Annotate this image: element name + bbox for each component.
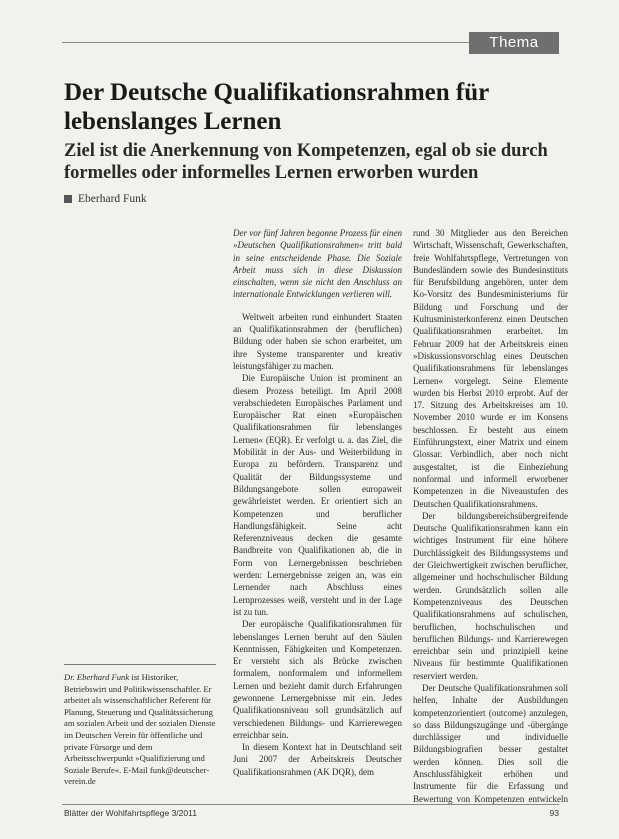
author-bio <box>64 672 216 788</box>
author-bio-name: Dr. Eberhard Funk <box>64 672 130 682</box>
author-name: Eberhard Funk <box>78 193 147 205</box>
footer-rule <box>62 804 559 805</box>
author-line <box>64 192 147 206</box>
page-number: 93 <box>549 808 559 818</box>
paragraph: Der europäische Qualifikationsrahmen für lebenslanges Lernen beruht auf den Säulen Kenntnissen, Fähigkeiten und Kompetenzen. Er versteht sich als Brücke zwischen formalem, nonformalem und informellem Lernen und bezieht damit durch Erfahrungen gewonnene Lernergebnisse mit ein. Jedes Qualifikationsniveau soll grundsätzlich auf verschiedenen Bildungs- und Karrierewegen erreichbar sein. <box>233 619 402 740</box>
paragraph: rund 30 Mitglieder aus den Bereichen Wirtschaft, Wissenschaft, Gewerkschaften, freie Wohlfahrtspflege, Vertretungen von Bundesländern sowie des Bundesinstituts für Berufsbildung angehören, unter dem Ko-Vorsitz des Bundesministeriums für Bildung und Forschung und der Kultusministerkonferenz einen Deutschen Qualifikationsrahmen erarbeitet. Im Februar 2009 hat der Arbeitskreis einen »Diskussionsvorschlag eines Deutschen Qualifikationsrahmens für lebenslanges Lernen« vorgelegt. Seine Elemente wurden bis Herbst 2010 erprobt. Auf der 17. Sitzung des Arbeitskreises am 10. November 2010 wurde er im Konsens beschlossen. Er besteht aus einem Einführungstext, einer Matrix und einem Glossar. Verbindlich, aber noch nicht ausgestaltet, ist die Einbeziehung nonformal und informell erworbener Kompetenzen in die Niveaustufen des Deutschen Qualifikationsrahmens. <box>413 228 568 509</box>
paragraph: Weltweit arbeiten rund einhundert Staaten an Qualifikationsrahmen der (beruflichen) Bildung oder haben sie schon erarbeitet, um ihre Systeme transparenter und kreativ leistungsfähiger zu machen. <box>233 311 402 371</box>
square-bullet-icon <box>64 195 72 203</box>
paragraph: Der Deutsche Qualifikationsrahmen soll helfen, Inhalte der Ausbildungen kompetenzorientiert (outcome) anzulegen, so dass Bildungszugänge und -übergänge durchlässiger und individuelle Bildungsbiografien besser gestaltet werden können. Dies soll die Anschlussfähigkeit erhöhen und Instrumente für die Erfassung und Bewertung von Kompetenzen entwickeln <box>413 682 568 804</box>
text-column-right <box>413 227 568 805</box>
article-subtitle: Ziel ist die Anerkennung von Kompetenzen, egal ob sie durch formelles oder informelles Lernen erworben wurden <box>64 141 548 183</box>
author-bio-rule <box>64 664 216 665</box>
paragraph: In diesem Kontext hat in Deutschland seit Juni 2007 der Arbeitskreis Deutscher Qualifikationsrahmen (AK DQR), dem <box>233 742 402 777</box>
text-column-middle <box>233 227 402 805</box>
paragraph: Der bildungsbereichsübergreifende Deutsche Qualifikationsrahmen kann ein wichtiges Instrument für eine höhere Durchlässigkeit des Bildungssystems und der Gleichwertigkeit zwischen beruflicher, allgemeiner und hochschulischer Bildung werden. Grundsätzlich sollen alle Kompetenzniveaus des Deutschen Qualifikationsrahmens auf schulischen, beruflichen, hochschulischen und beruflichen Bildungs- und Karrierewegen erreichbar sein und prinzipiell keine Niveaus für bestimmte Qualifikationen reserviert werden. <box>413 510 568 681</box>
paragraph: Die Europäische Union ist prominent an diesem Prozess beteiligt. Im April 2008 verabschiedeten Europäisches Parlament und Europäischer Rat einen »Europäischen Qualifikationsrahmen für lebenslanges Lernen« (EQR). Er verfolgt u. a. das Ziel, die Mobilität in der Aus- und Weiterbildung in Europa zu befördern. Transparenz und Qualität der Bildungssysteme und Bildungsangebote sollen europaweit gewährleistet werden. Er orientiert sich an Kompetenzen und beruflicher Handlungsfähigkeit. Seine acht Referenzniveaus decken die gesamte Bandbreite von Qualifikationen ab, die in Form von Lernergebnissen beschrieben werden: Lernergebnisse zeigen an, was ein Lernender nach Abschluss eines Lernprozesses weiß, versteht und in der Lage ist zu tun. <box>233 373 402 617</box>
author-bio-text: ist Historiker, Betriebswirt und Politikwissenschaftler. Er arbeitet als wissenschaftlicher Referent für Planung, Steuerung und Qualitätssicherung am sozialen Arbeit und der sozialen Dienste im Deutschen Verein für öffentliche und private Fürsorge und dem Arbeitsschwerpunkt »Qualifizierung und Soziale Berufe«. E-Mail funk@deutscher-verein.de <box>64 672 216 787</box>
article-title: Der Deutsche Qualifikationsrahmen für lebenslanges Lernen <box>64 79 489 135</box>
footer-publication: Blätter der Wohlfahrtspflege 3/2011 <box>64 808 197 818</box>
article-lead: Der vor fünf Jahren begonne Prozess für einen »Deutschen Qualifikationsrahmen« tritt bald in seine entscheidende Phase. Die Soziale Arbeit muss sich in diese Diskussion einschalten, wenn sie nicht den Anschluss an internationale Entwicklungen verlieren will. <box>233 228 402 300</box>
section-tag: Thema <box>469 32 559 54</box>
